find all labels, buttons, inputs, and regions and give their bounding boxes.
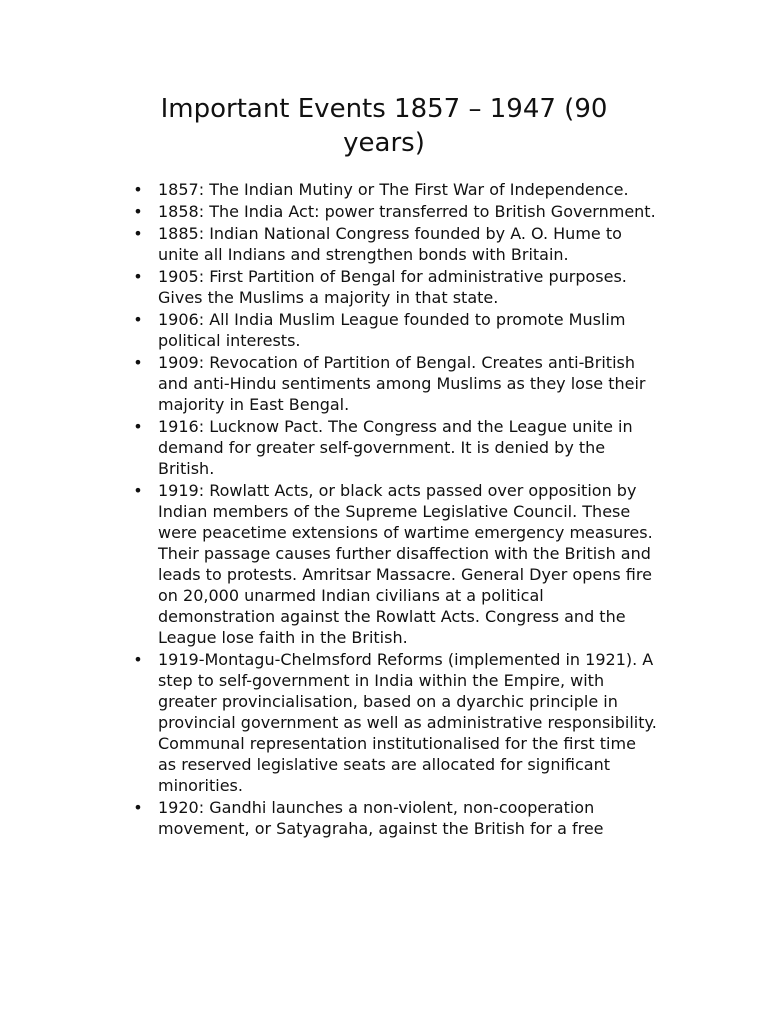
- list-item: [133, 480, 658, 648]
- event-text: 1857: The Indian Mutiny or The First War of Independence.: [158, 180, 629, 199]
- list-item: [133, 352, 658, 415]
- bullet-icon: •: [133, 310, 143, 329]
- bullet-icon: •: [133, 224, 143, 243]
- list-item: [133, 649, 658, 796]
- list-item: [133, 266, 658, 308]
- list-item: [133, 416, 658, 479]
- event-list: [133, 179, 658, 840]
- event-text: 1919-Montagu-Chelmsford Reforms (implemented in 1921). A step to self-government in India within the Empire, with greater provincialisation, based on a dyarchic principle in provincial government as well as administrative responsibility. Communal representation institutionalised for the first time as reserved legislative seats are allocated for significant minorities.: [158, 650, 657, 795]
- list-item: [133, 797, 658, 839]
- bullet-icon: •: [133, 353, 143, 372]
- event-text: 1885: Indian National Congress founded by A. O. Hume to unite all Indians and strengthen bonds with Britain.: [158, 224, 622, 264]
- bullet-icon: •: [133, 202, 143, 221]
- event-text: 1858: The India Act: power transferred to British Government.: [158, 202, 656, 221]
- bullet-icon: •: [133, 267, 143, 286]
- page-title: Important Events 1857 – 1947 (90 years): [160, 94, 608, 158]
- bullet-icon: •: [133, 180, 143, 199]
- list-item: [133, 201, 658, 222]
- event-text: 1916: Lucknow Pact. The Congress and the League unite in demand for greater self-government. It is denied by the British.: [158, 417, 633, 478]
- event-text: 1919: Rowlatt Acts, or black acts passed over opposition by Indian members of the Supreme Legislative Council. These were peacetime extensions of wartime emergency measures. Their passage causes further disaffection with the British and leads to protests. Amritsar Massacre. General Dyer opens fire on 20,000 unarmed Indian civilians at a political demonstration against the Rowlatt Acts. Congress and the League lose faith in the British.: [158, 481, 653, 647]
- event-text: 1920: Gandhi launches a non-violent, non-cooperation movement, or Satyagraha, against the British for a free: [158, 798, 604, 838]
- list-item: [133, 223, 658, 265]
- event-text: 1906: All India Muslim League founded to promote Muslim political interests.: [158, 310, 626, 350]
- event-text: 1905: First Partition of Bengal for administrative purposes. Gives the Muslims a majority in that state.: [158, 267, 627, 307]
- event-text: 1909: Revocation of Partition of Bengal. Creates anti-British and anti-Hindu sentiments among Muslims as they lose their majority in East Bengal.: [158, 353, 646, 414]
- list-item: [133, 179, 658, 200]
- bullet-icon: •: [133, 481, 143, 500]
- bullet-icon: •: [133, 798, 143, 817]
- bullet-icon: •: [133, 650, 143, 669]
- bullet-icon: •: [133, 417, 143, 436]
- list-item: [133, 309, 658, 351]
